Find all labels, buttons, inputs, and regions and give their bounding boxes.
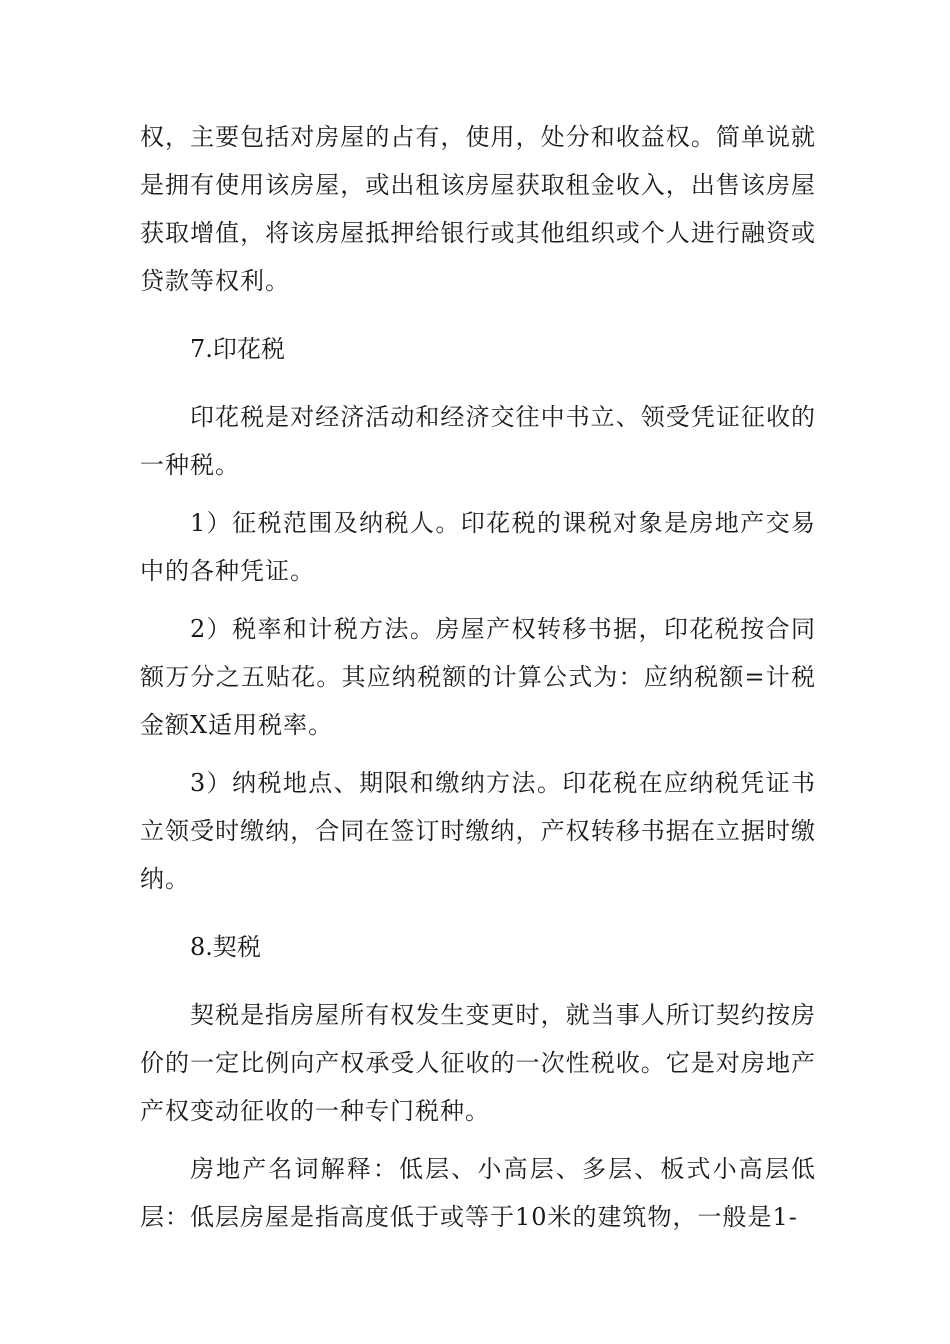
document-body xyxy=(140,113,816,1241)
heading-deed-tax: 8.契税 xyxy=(190,933,261,961)
paragraph-stamp-tax-scope: 1）征税范围及纳税人。印花税的课税对象是房地产交易中的各种凭证。 xyxy=(140,509,816,585)
paragraph-real-estate-terms: 房地产名词解释：低层、小高层、多层、板式小高层低层：低层房屋是指高度低于或等于10米的建筑物，一般是1- xyxy=(140,1155,816,1231)
paragraph-stamp-tax-definition: 印花税是对经济活动和经济交往中书立、领受凭证征收的一种税。 xyxy=(140,403,816,479)
paragraph-stamp-tax-payment: 3）纳税地点、期限和缴纳方法。印花税在应纳税凭证书立领受时缴纳，合同在签订时缴纳，产权转移书据在立据时缴纳。 xyxy=(140,769,816,893)
heading-stamp-tax: 7.印花税 xyxy=(190,335,285,363)
paragraph-stamp-tax-rate: 2）税率和计税方法。房屋产权转移书据，印花税按合同额万分之五贴花。其应纳税额的计算公式为：应纳税额=计税金额X适用税率。 xyxy=(140,615,816,739)
paragraph-ownership-rights: 权，主要包括对房屋的占有，使用，处分和收益权。简单说就是拥有使用该房屋，或出租该房屋获取租金收入，出售该房屋获取增值，将该房屋抵押给银行或其他组织或个人进行融资或贷款等权利。 xyxy=(140,123,816,295)
paragraph-deed-tax-definition: 契税是指房屋所有权发生变更时，就当事人所订契约按房价的一定比例向产权承受人征收的一次性税收。它是对房地产产权变动征收的一种专门税种。 xyxy=(140,1001,816,1125)
